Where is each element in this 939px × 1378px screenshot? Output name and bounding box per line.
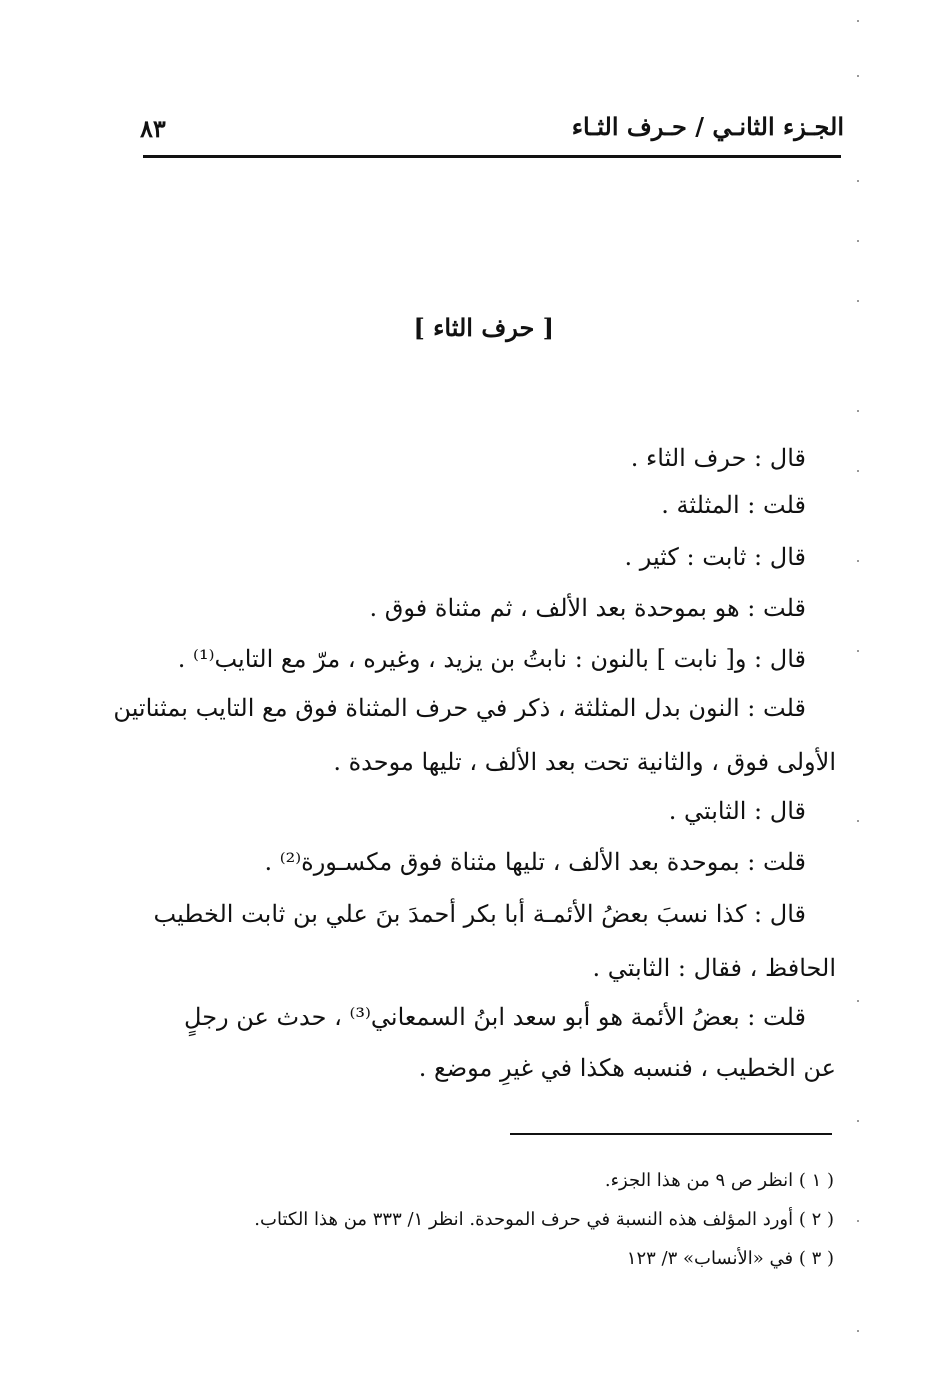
body-line: قال : ثابت : كثير . bbox=[624, 543, 806, 571]
body-line: عن الخطيب ، فنسبه هكذا في غيرِ موضع . bbox=[418, 1054, 836, 1082]
section-title: [ حرف الثاء ] bbox=[413, 313, 554, 342]
body-line: الحافظ ، فقال : الثابتي . bbox=[592, 954, 836, 982]
running-header-title: الجـزء الثانـي / حـرف الثـاء bbox=[571, 112, 844, 141]
body-line: قال : كذا نسبَ بعضُ الأئمـة أبا بكر أحمدَ بنَ علي بن ثابت الخطيب bbox=[153, 900, 806, 928]
body-line: قلت : المثلثة . bbox=[661, 491, 806, 519]
footnote: ( ٣ ) في «الأنساب» ٣/ ١٢٣ bbox=[626, 1248, 834, 1269]
body-line: قلت : النون بدل المثلثة ، ذكر في حرف المثناة فوق مع التايب بمثناتين bbox=[113, 694, 806, 722]
body-line: قال : الثابتي . bbox=[668, 797, 806, 825]
body-line: الأولى فوق ، والثانية تحت بعد الألف ، تليها موحدة . bbox=[333, 748, 836, 776]
footnote: ( ٢ ) أورد المؤلف هذه النسبة في حرف الموحدة. انظر ١/ ٣٣٣ من هذا الكتاب. bbox=[254, 1209, 834, 1230]
header-rule bbox=[143, 155, 841, 158]
body-line: قال : و[ نابت ] بالنون : نابتُ بن يزيد ، وغيره ، مرّ مع التايب⁽¹⁾ . bbox=[177, 645, 806, 673]
body-line: قلت : هو بموحدة بعد الألف ، ثم مثناة فوق . bbox=[369, 594, 806, 622]
page-number: ٨٣ bbox=[140, 114, 166, 143]
scan-edge-marks bbox=[857, 0, 861, 1378]
footnote-rule bbox=[510, 1133, 832, 1135]
body-line: قلت : بعضُ الأئمة هو أبو سعد ابنُ السمعاني⁽³⁾ ، حدث عن رجلٍ bbox=[184, 1003, 806, 1031]
footnote: ( ١ ) انظر ص ٩ من هذا الجزء. bbox=[604, 1170, 834, 1191]
body-line: قلت : بموحدة بعد الألف ، تليها مثناة فوق مكسـورة⁽²⁾ . bbox=[264, 848, 806, 876]
body-line: قال : حرف الثاء . bbox=[630, 444, 806, 472]
